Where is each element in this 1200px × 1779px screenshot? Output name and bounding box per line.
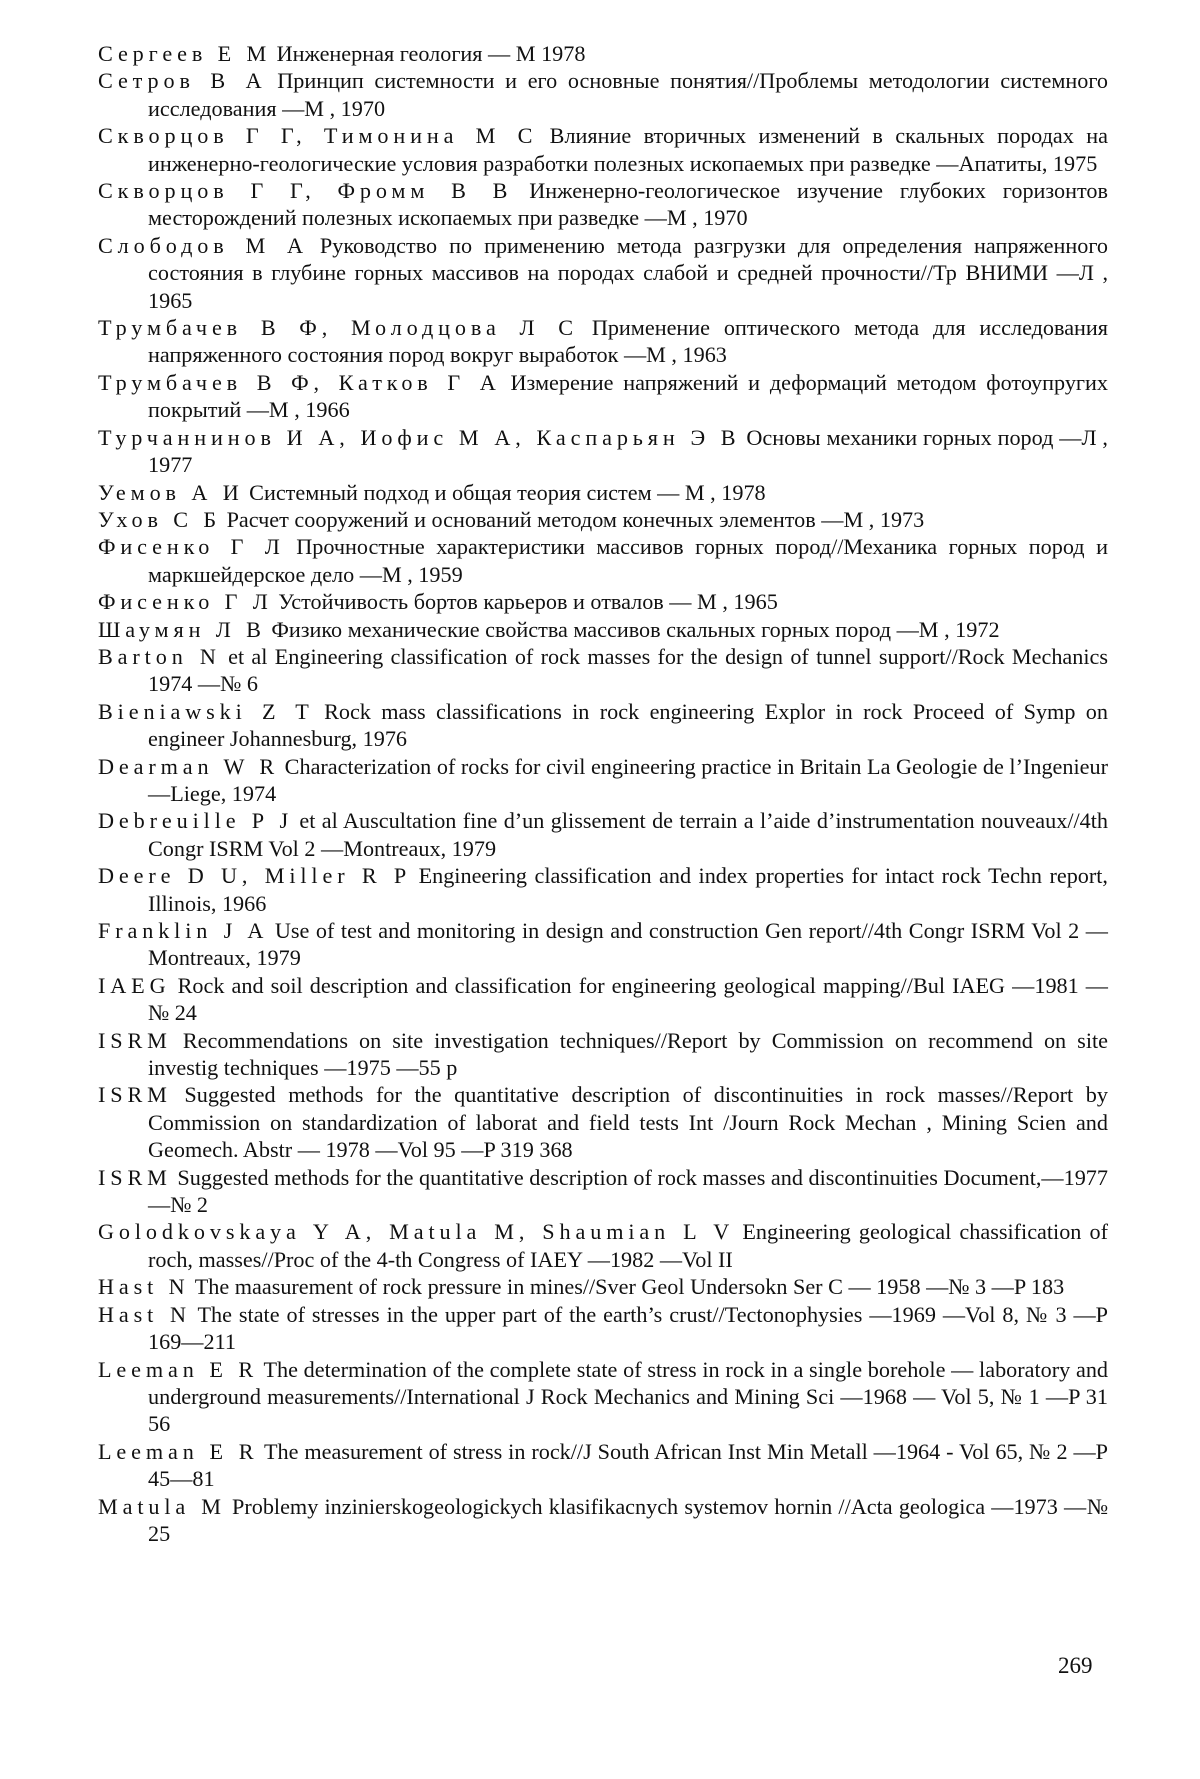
reference-text: The maasurement of rock pressure in mines//Sver Geol Undersokn Ser C — 1958 —№ 3 —P 183 xyxy=(189,1274,1065,1300)
reference-entry xyxy=(98,533,1108,588)
reference-entry xyxy=(98,424,1108,479)
reference-entry xyxy=(98,588,1108,615)
reference-author: Сетров В А xyxy=(98,68,267,94)
reference-entry xyxy=(98,698,1108,753)
reference-entry xyxy=(98,862,1108,917)
reference-text: Engineering geological chassification of roch, masses//Proc of the 4-th Congress of IAEY —1982 —Vol II xyxy=(148,1219,1108,1272)
reference-text: Suggested methods for the quantitative description of rock masses and discontinuities Document,—1977 —№ 2 xyxy=(148,1164,1108,1218)
reference-text: Rock and soil description and classification for engineering geological mapping//Bul IAEG —1981 —№ 24 xyxy=(148,972,1108,1026)
reference-entry xyxy=(98,314,1108,369)
reference-author: Слободов М А xyxy=(98,232,308,258)
reference-author: Скворцов Г Г, Тимонина М С xyxy=(98,123,538,149)
reference-text: et al Engineering classification of rock masses for the design of tunnel support//Rock Mechanics 1974 —№ 6 xyxy=(148,643,1108,697)
reference-author: Фисенко Г Л xyxy=(98,589,273,615)
reference-text: et al Auscultation fine d’un glissement de terrain a l’aide d’instrumentation nouveaux//4th Congr ISRM Vol 2 —Montreaux, 1979 xyxy=(148,808,1108,861)
reference-entry xyxy=(98,807,1108,862)
reference-author: Dearman W R xyxy=(98,753,280,779)
reference-entry xyxy=(98,1027,1108,1082)
reference-text: Влияние вторичных изменений в скальных породах на инженерно-геологические условия разработки полезных ископаемых при разведке —Апатиты, 1975 xyxy=(148,123,1108,176)
reference-text: Основы механики горных пород —Л , 1977 xyxy=(148,424,1108,478)
reference-entry xyxy=(98,479,1108,506)
reference-text: Применение оптического метода для исследования напряженного состояния пород вокруг выработок —М , 1963 xyxy=(148,315,1108,368)
reference-author: Турчаннинов И А, Иофис М А, Каспарьян Э В xyxy=(98,424,741,450)
reference-text: Принцип системности и его основные понятия//Проблемы методологии системного исследования —М , 1970 xyxy=(148,68,1108,121)
reference-entry xyxy=(98,1493,1108,1548)
reference-author: Сергеев Е М xyxy=(98,41,272,66)
reference-text: The determination of the complete state of stress in rock in a single borehole — laboratory and underground measurements//International J Rock Mechanics and Mining Sci —1968 — Vol 5, № 1 —P 31 56 xyxy=(148,1356,1109,1437)
reference-author: Трумбачев В Ф, Катков Г А xyxy=(98,369,501,395)
reference-entry xyxy=(98,1356,1108,1438)
reference-text: Инженерная геология — М 1978 xyxy=(271,41,586,66)
reference-author: Leeman E R xyxy=(98,1356,259,1382)
reference-text: Устойчивость бортов карьеров и отвалов — М , 1965 xyxy=(272,589,778,615)
reference-text: Problemy inzinierskogeologickych klasifikacnych systemov hornin //Acta geologica —1973 —№ 25 xyxy=(148,1493,1108,1546)
reference-entry xyxy=(98,1301,1108,1356)
reference-author: Golodkovskaya Y A, Matula M, Shaumian L V xyxy=(98,1219,735,1245)
reference-text: Физико механические свойства массивов скальных горных пород —М , 1972 xyxy=(265,616,1000,642)
reference-entry xyxy=(98,753,1108,808)
reference-text: Расчет сооружений и оснований методом конечных элементов —М , 1973 xyxy=(221,506,925,532)
reference-author: ISRM xyxy=(98,1164,172,1190)
reference-entry xyxy=(98,917,1108,972)
reference-text: Системный подход и общая теория систем — М , 1978 xyxy=(243,479,766,505)
reference-text: Прочностные характеристики массивов горных пород//Механика горных пород и маркшейдерское дело —М , 1959 xyxy=(148,534,1109,587)
reference-author: Matula M xyxy=(98,1493,226,1519)
reference-entry xyxy=(98,122,1108,177)
reference-text: Engineering classification and index properties for intact rock Techn report, Illinois, 1966 xyxy=(148,863,1108,916)
reference-entry xyxy=(98,232,1108,314)
reference-entry xyxy=(98,40,1108,67)
reference-entry xyxy=(98,616,1108,643)
reference-text: Characterization of rocks for civil engineering practice in Britain La Geologie de l’Ingenieur —Liege, 1974 xyxy=(148,753,1108,806)
reference-author: ISRM xyxy=(98,1082,172,1108)
reference-entry xyxy=(98,1218,1108,1273)
reference-author: Deere D U, Miller R P xyxy=(98,863,412,889)
reference-author: Franklin J A xyxy=(98,918,269,943)
reference-author: Leeman E R xyxy=(98,1438,259,1464)
reference-author: Фисенко Г Л xyxy=(98,534,285,560)
reference-author: IAEG xyxy=(98,972,171,998)
reference-author: Hast N xyxy=(98,1274,190,1300)
page-number: 269 xyxy=(1058,1653,1093,1678)
reference-entry xyxy=(98,1081,1108,1163)
reference-author: Barton N xyxy=(98,643,221,669)
reference-author: ISRM xyxy=(98,1027,172,1053)
bibliography-list xyxy=(98,40,1108,1547)
reference-author: Debreuille P J xyxy=(98,808,293,834)
reference-entry xyxy=(98,369,1108,424)
reference-author: Hast N xyxy=(98,1301,191,1327)
reference-text: Инженерно-геологическое изучение глубоких горизонтов месторождений полезных ископаемых при разведке —М , 1970 xyxy=(148,178,1108,231)
reference-entry xyxy=(98,1164,1108,1219)
reference-entry xyxy=(98,972,1108,1027)
reference-author: Скворцов Г Г, Фромм В В xyxy=(98,178,513,204)
reference-author: Bieniawski Z T xyxy=(98,698,314,724)
reference-text: Use of test and monitoring in design and construction Gen report//4th Congr ISRM Vol 2 —Montreaux, 1979 xyxy=(148,918,1108,971)
reference-text: Rock mass classifications in rock engineering Explor in rock Proceed of Symp on engineer Johannesburg, 1976 xyxy=(148,698,1108,752)
reference-author: Уемов А И xyxy=(98,479,244,505)
reference-author: Трумбачев В Ф, Молодцова Л С xyxy=(98,315,578,341)
reference-text: Измерение напряжений и деформаций методом фотоупругих покрытий —М , 1966 xyxy=(148,369,1108,423)
reference-entry xyxy=(98,177,1108,232)
reference-entry xyxy=(98,1273,1108,1300)
reference-text: Руководство по применению метода разгрузки для определения напряженного состояния в глубине горных массивов на породах слабой и средней прочности//Тр ВНИМИ —Л , 1965 xyxy=(148,232,1108,313)
reference-entry xyxy=(98,67,1108,122)
reference-entry xyxy=(98,1438,1108,1493)
reference-text: Suggested methods for the quantitative description of discontinuities in rock masses//Report by Commission on standardization of laborat and field tests Int /Journ Rock Mechan , Mining Scien and Geomech. Abstr — 1978 —Vol 95 —P 319 368 xyxy=(148,1082,1108,1163)
reference-text: Recommendations on site investigation techniques//Report by Commission on recommend on site investig techniques —1975 —55 p xyxy=(148,1027,1108,1081)
reference-text: The measurement of stress in rock//J South African Inst Min Metall —1964 - Vol 65, № 2 —P 45—81 xyxy=(148,1438,1108,1492)
reference-author: Ухов С Б xyxy=(98,506,222,532)
reference-entry xyxy=(98,506,1108,533)
reference-entry xyxy=(98,643,1108,698)
reference-text: The state of stresses in the upper part of the earth’s crust//Tectonophysies —1969 —Vol 8, № 3 —P 169—211 xyxy=(148,1301,1108,1355)
reference-author: Шаумян Л В xyxy=(98,616,266,642)
